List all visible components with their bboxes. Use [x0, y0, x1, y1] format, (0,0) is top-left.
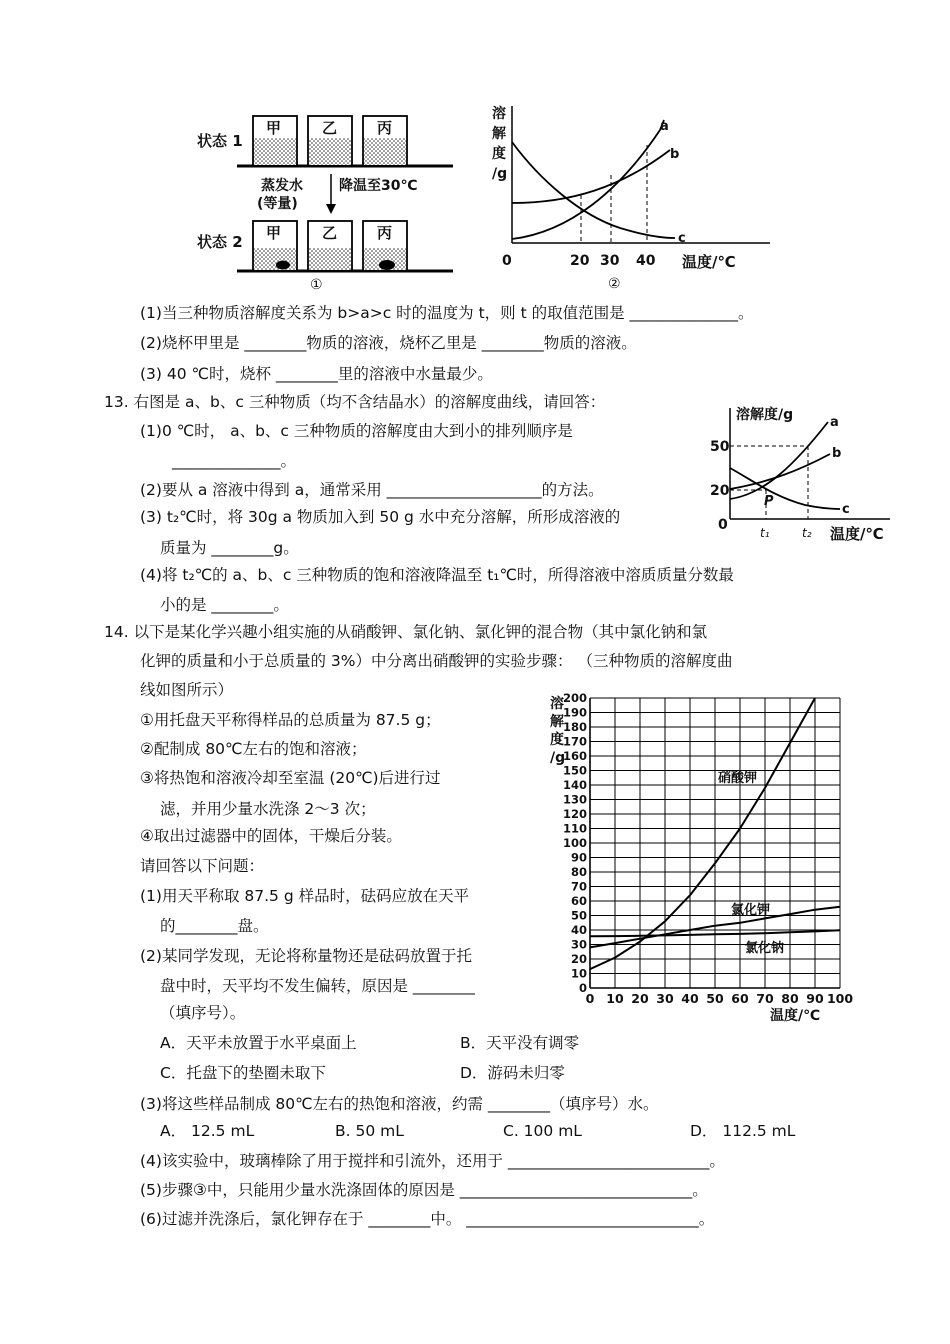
state1-label: 状态 1: [197, 132, 243, 150]
q14-xtick: 20: [631, 991, 649, 1006]
q14-ylabel-4: /g: [550, 750, 566, 766]
q14-xtick: 70: [756, 991, 774, 1006]
q14-ytick: 30: [570, 937, 587, 952]
q14-p3-a: A． 12.5 mL: [160, 1122, 255, 1140]
q14-ytick: 10: [570, 966, 587, 981]
figure-q13-solubility: [700, 402, 900, 550]
beaker-row-2: [253, 221, 407, 271]
q14-ytick: 60: [570, 894, 587, 908]
q14-ytick: 120: [562, 807, 587, 821]
state2-label: 状态 2: [197, 233, 243, 251]
q14-ytick: 20: [570, 952, 587, 966]
q14-opt-a: A．天平未放置于水平桌面上: [160, 1034, 357, 1052]
q14-step4: ④取出过滤器中的固体，干燥后分装。: [140, 827, 402, 845]
cup-jia-1: 甲: [266, 119, 282, 137]
q14-label-kno3: 硝酸钾: [718, 771, 758, 786]
q14-ytick: 190: [562, 705, 587, 720]
q14-ytick: 200: [562, 691, 587, 705]
q14-p2b: 盘中时，天平均不发生偏转，原因是 ________: [160, 977, 475, 995]
q14-xtick: 40: [681, 991, 699, 1006]
q13-ylabel: 溶解度/g: [736, 407, 794, 423]
q14-step3b: 滤，并用少量水洗涤 2～3 次；: [160, 800, 376, 818]
q14-p6: (6)过滤并洗涤后，氯化钾存在于 ________中。 ______________________________。: [140, 1210, 715, 1228]
process-equal: (等量): [257, 196, 298, 212]
down-arrow-icon: [326, 204, 336, 214]
fig2-tick-20: 20: [570, 253, 590, 269]
q14-ytick: 40: [570, 923, 587, 937]
figure-q14-solubility: [548, 690, 858, 1025]
q13-line3: ______________。: [172, 452, 297, 470]
q14-p4: (4)该实验中，玻璃棒除了用于搅拌和引流外，还用于 __________________________。: [140, 1152, 725, 1170]
q13-line5: (3) t₂℃时，将 30g a 物质加入到 50 g 水中充分溶解，所形成溶液的: [140, 508, 621, 526]
q14-ytick: 90: [570, 850, 587, 865]
cup-bing-2: 丙: [377, 224, 393, 242]
q14-opt-d: D．游码未归零: [460, 1064, 565, 1082]
q14-p3-c: C. 100 mL: [503, 1122, 582, 1140]
q14-xtick: 30: [656, 991, 674, 1006]
q14-step1: ①用托盘天平称得样品的总质量为 87.5 g；: [140, 711, 441, 729]
q14-p3-b: B. 50 mL: [335, 1122, 404, 1140]
q14-ytick: 150: [562, 763, 587, 778]
q13-xtick-t1: t₁: [760, 526, 770, 540]
q14-label-kcl: 氯化钾: [731, 903, 771, 918]
q14-ylabel-2: 解: [550, 714, 564, 730]
q14-p5: (5)步骤③中，只能用少量水洗涤固体的原因是 ______________________________。: [140, 1181, 708, 1199]
q13-ytick-0: 0: [718, 517, 728, 533]
fig2-tick-0: 0: [502, 253, 512, 269]
q14-ytick: 130: [562, 792, 587, 807]
q14-ylabel-1: 溶: [550, 696, 564, 712]
q14-ytick: 140: [562, 778, 587, 792]
q14-line3: 线如图所示）: [140, 681, 234, 699]
q14-step2: ②配制成 80℃左右的饱和溶液；: [140, 740, 367, 758]
q14-ytick: 80: [570, 865, 587, 879]
q14-opt-b: B．天平没有调零: [460, 1034, 580, 1052]
q14-xtick: 10: [606, 991, 624, 1006]
q14-ytick: 180: [562, 720, 587, 734]
q13-line2: (1)0 ℃时， a、b、c 三种物质的溶解度由大到小的排列顺序是: [140, 422, 573, 440]
fig2-curve-a: [512, 120, 664, 239]
fig2-curve-b: [512, 150, 670, 203]
q12-line3: (3) 40 ℃时，烧杯 ________里的溶液中水量最少。: [140, 365, 493, 383]
q13-line4: (2)要从 a 溶液中得到 a，通常采用 ____________________的方法。: [140, 481, 604, 499]
q14-xtick: 0: [585, 991, 595, 1006]
q14-ytick: 50: [570, 908, 587, 923]
q14-p2a: (2)某同学发现，无论将称量物还是砝码放置于托: [140, 947, 472, 965]
fig1-caption: ①: [310, 277, 323, 293]
q13-line1: 13. 右图是 a、b、c 三种物质（均不含结晶水）的溶解度曲线，请回答：: [104, 393, 606, 411]
q13-line8: 小的是 ________。: [160, 596, 289, 614]
q13-xlabel: 温度/℃: [830, 525, 884, 543]
q14-ytick: 110: [562, 821, 587, 836]
process-evaporate: 蒸发水: [261, 178, 303, 194]
q13-label-b: b: [832, 446, 842, 461]
fig2-caption: ②: [608, 276, 621, 292]
q14-xtick: 50: [706, 991, 724, 1006]
figure-beakers: [185, 108, 455, 293]
q14-xtick: 60: [731, 991, 749, 1006]
fig2-xlabel: 温度/℃: [682, 253, 736, 271]
q14-p2c: （填序号）。: [160, 1004, 246, 1022]
figure-solubility-abc: [480, 100, 780, 295]
q14-line2: 化钾的质量和小于总质量的 3%）中分离出硝酸钾的实验步骤： （三种物质的溶解度曲: [140, 652, 733, 670]
q14-ytick: 100: [562, 836, 587, 850]
q12-line1: (1)当三种物质溶解度关系为 b>a>c 时的温度为 t，则 t 的取值范围是 ______________。: [140, 304, 754, 322]
cup-yi-2: 乙: [322, 224, 338, 242]
q14-label-nacl: 氯化钠: [745, 941, 785, 956]
fig2-ylabel-2: 解: [492, 126, 506, 142]
q13-curve-a: [730, 422, 828, 499]
q13-ytick-50: 50: [710, 439, 730, 455]
process-cool: 降温至30℃: [339, 178, 418, 194]
fig2-ylabel-1: 溶: [492, 106, 506, 122]
q14-ytick: 170: [562, 734, 587, 749]
q14-step3: ③将热饱和溶液冷却至室温 (20℃)后进行过: [140, 769, 441, 787]
fig2-tick-30: 30: [600, 253, 620, 269]
cup-yi-1: 乙: [322, 119, 338, 137]
q13-label-c: c: [842, 502, 850, 517]
q13-curve-b: [730, 454, 830, 489]
q13-label-a: a: [830, 415, 839, 430]
fig2-label-c: c: [678, 231, 686, 246]
fig2-ylabel-4: /g: [492, 166, 508, 182]
q13-point-p: P: [764, 494, 774, 509]
fig2-ylabel-3: 度: [492, 146, 506, 162]
q14-ask: 请回答以下问题：: [140, 857, 265, 875]
q13-line6: 质量为 ________g。: [160, 539, 299, 557]
q12-line2: (2)烧杯甲里是 ________物质的溶液，烧杯乙里是 ________物质的溶液。: [140, 334, 637, 352]
q13-ytick-20: 20: [710, 483, 730, 499]
fig2-tick-40: 40: [636, 253, 656, 269]
q14-xtick: 100: [826, 991, 854, 1006]
fig2-label-b: b: [670, 147, 680, 162]
q14-xlabel: 温度/℃: [770, 1008, 821, 1024]
q14-xtick: 90: [806, 991, 824, 1006]
q14-opt-c: C．托盘下的垫圈未取下: [160, 1064, 326, 1082]
q13-xtick-t2: t₂: [802, 526, 812, 540]
cup-bing-1: 丙: [377, 119, 393, 137]
q14-ytick: 0: [578, 981, 587, 995]
q14-line1: 14. 以下是某化学兴趣小组实施的从硝酸钾、氯化钠、氯化钾的混合物（其中氯化钠和氯: [104, 623, 708, 641]
fig2-label-a: a: [660, 119, 669, 134]
q14-p3: (3)将这些样品制成 80℃左右的热饱和溶液，约需 ________（填序号）水。: [140, 1095, 659, 1113]
q14-ytick: 70: [570, 879, 587, 894]
cup-jia-2: 甲: [266, 224, 282, 242]
q14-ytick: 160: [562, 749, 587, 763]
q14-p1a: (1)用天平称取 87.5 g 样品时，砝码应放在天平: [140, 887, 470, 905]
q14-ylabel-3: 度: [550, 732, 564, 748]
beaker-row-1: [253, 116, 407, 166]
q14-xtick: 80: [781, 991, 799, 1006]
q14-p1b: 的________盘。: [160, 917, 269, 935]
q13-line7: (4)将 t₂℃的 a、b、c 三种物质的饱和溶液降温至 t₁℃时，所得溶液中溶质质量分数最: [140, 566, 734, 584]
q14-p3-d: D． 112.5 mL: [690, 1122, 796, 1140]
